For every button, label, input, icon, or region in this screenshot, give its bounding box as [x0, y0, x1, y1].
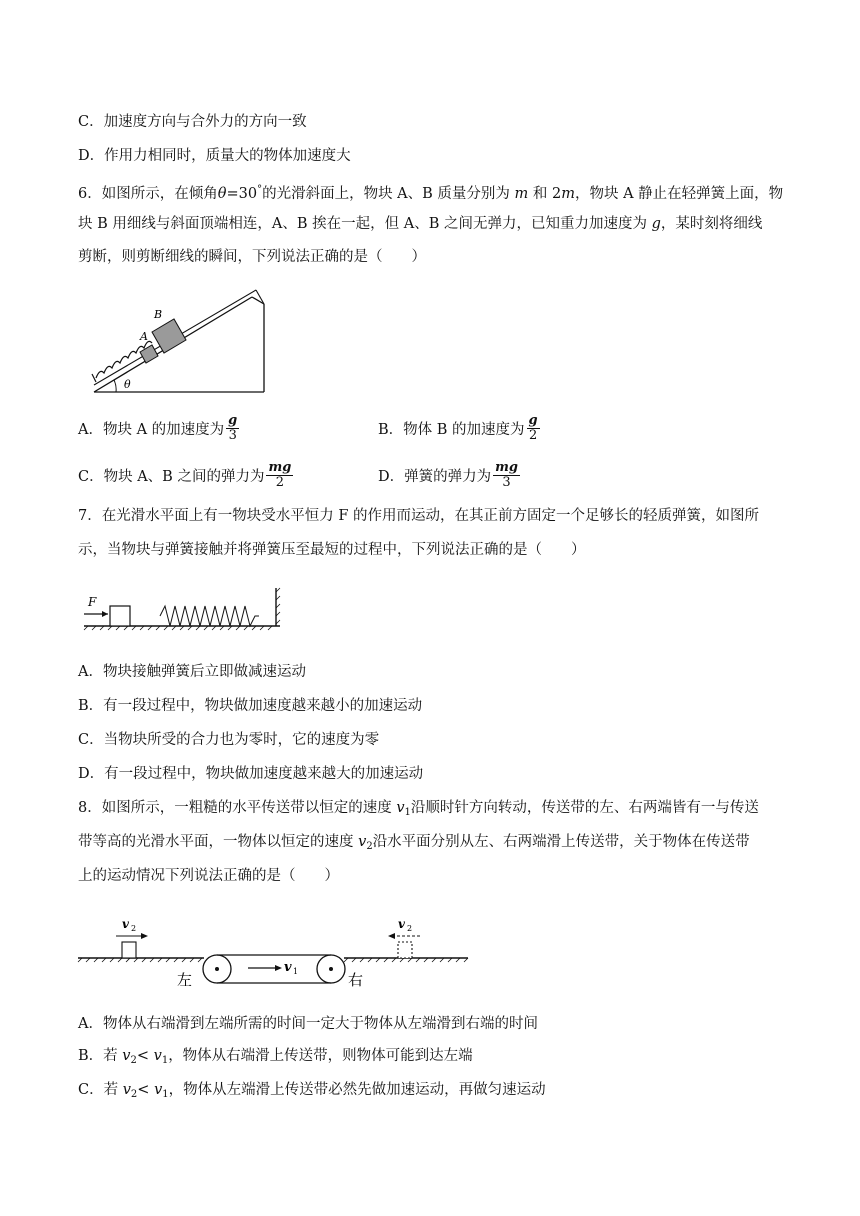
- q6-option-a[interactable]: A．物块 A 的加速度为 $\frac{g}{3}$: [78, 413, 238, 443]
- question-6-line-3: 剪断，则剪断细线的瞬间，下列说法正确的是（ ）: [78, 249, 426, 265]
- label-b: B: [154, 308, 163, 321]
- fraction: $\frac{g}{3}$: [228, 413, 238, 443]
- q6-option-b[interactable]: B．物体 B 的加速度为 $\frac{g}{2}$: [378, 413, 538, 443]
- question-8-line-2: 带等高的光滑水平面，一物体以恒定的速度 $v_2$沿水平面分别从左、右两端滑上传送带，关于物体在传送带: [78, 834, 750, 852]
- option-d-previous: D．作用力相同时，质量大的物体加速度大: [78, 148, 351, 164]
- q8-option-a[interactable]: A．物体从右端滑到左端所需的时间一定大于物体从左端滑到右端的时间: [78, 1016, 538, 1032]
- question-8-line-3: 上的运动情况下列说法正确的是（ ）: [78, 868, 339, 884]
- conveyor-belt-figure: [76, 908, 532, 990]
- q7-option-d[interactable]: D．有一段过程中，物块做加速度越来越大的加速运动: [78, 766, 424, 782]
- label-f: F: [88, 595, 97, 609]
- incline-spring-figure: [84, 282, 274, 398]
- option-c-previous: C．加速度方向与合外力的方向一致: [78, 114, 307, 130]
- q7-option-b[interactable]: B．有一段过程中，物块做加速度越来越小的加速运动: [78, 698, 423, 714]
- q8-option-c[interactable]: C．若 $v_2< v_1$，物体从左端滑上传送带必然先做加速运动，再做匀速运动: [78, 1082, 546, 1100]
- q7-option-a[interactable]: A．物块接触弹簧后立即做减速运动: [78, 664, 306, 680]
- fraction: $\frac{mg}{2}$: [268, 460, 292, 490]
- question-6-line-2: 块 B 用细线与斜面顶端相连，A、B 挨在一起，但 A、B 之间无弹力，已知重力加速度为 g，某时刻将细线: [78, 216, 763, 232]
- label-v1-sub: 1: [293, 967, 299, 976]
- question-7-line-1: 7．在光滑水平面上有一物块受水平恒力 F 的作用而运动，在其正前方固定一个足够长的轻质弹簧，如图所: [78, 508, 760, 524]
- label-theta: θ: [124, 378, 131, 391]
- label-v2-left-sub: 2: [131, 924, 137, 933]
- q7-option-c[interactable]: C．当物块所受的合力也为零时，它的速度为零: [78, 732, 380, 748]
- fraction: $\frac{mg}{3}$: [495, 460, 518, 490]
- label-a: A: [140, 330, 148, 343]
- label-v2-right-sub: 2: [407, 924, 413, 933]
- q8-option-b[interactable]: B．若 $v_2< v_1$，物体从右端滑上传送带，则物体可能到达左端: [78, 1048, 473, 1066]
- label-v1: v: [284, 960, 292, 975]
- spring-block-figure: [80, 584, 290, 632]
- q6-option-c[interactable]: C．物块 A、B 之间的弹力为 $\frac{mg}{2}$: [78, 460, 292, 490]
- fraction: $\frac{g}{2}$: [528, 413, 538, 443]
- label-v2-left: v: [122, 917, 129, 931]
- label-right: 右: [348, 971, 364, 989]
- label-left: 左: [177, 971, 193, 989]
- label-v2-right: v: [398, 917, 405, 931]
- question-7-line-2: 示，当物块与弹簧接触并将弹簧压至最短的过程中，下列说法正确的是（ ）: [78, 542, 586, 558]
- question-6-line-1: 6．如图所示，在倾角θ=30°的光滑斜面上，物块 A、B 质量分别为 m 和 2m，物块 A 静止在轻弹簧上面，物: [78, 184, 784, 202]
- q6-option-d[interactable]: D．弹簧的弹力为 $\frac{mg}{3}$: [378, 460, 518, 490]
- question-8-line-1: 8．如图所示，一粗糙的水平传送带以恒定的速度 $v_1$沿顺时针方向转动，传送带的左、右两端皆有一与传送: [78, 800, 759, 818]
